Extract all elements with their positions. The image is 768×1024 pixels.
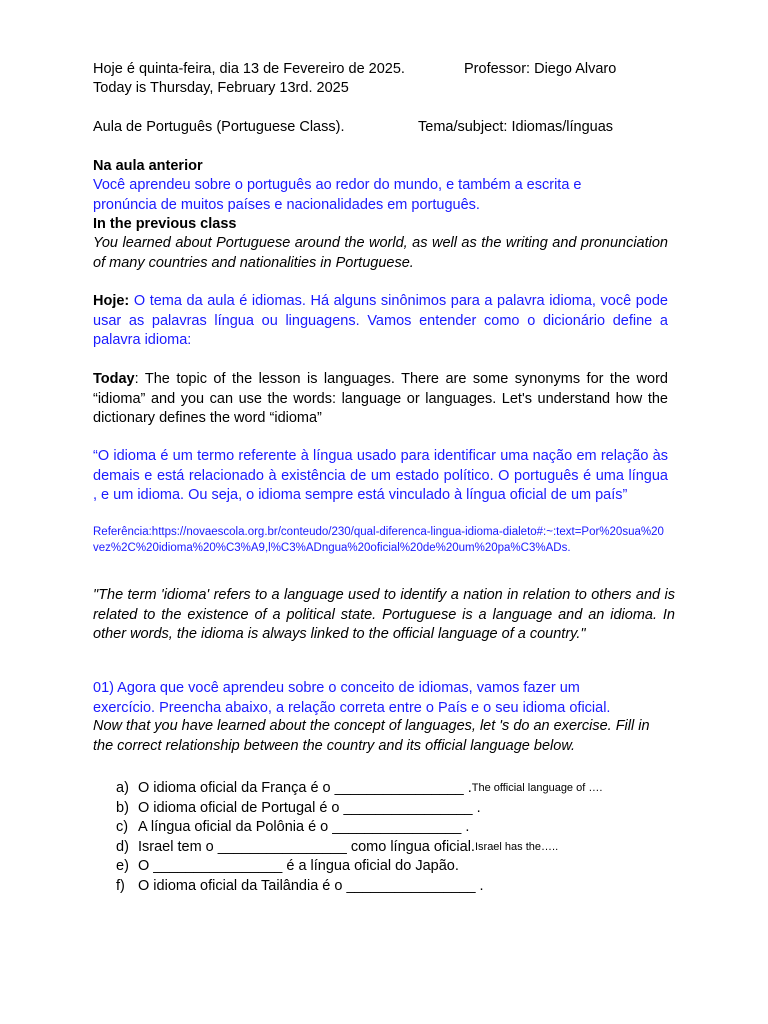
today-pt-label: Hoje: <box>93 293 130 309</box>
item-text: Israel tem o ________________ como língua oficial. <box>138 838 475 855</box>
today-pt-text: O tema da aula é idiomas. Há alguns sinônimos para a palavra idioma, você pode usar as palavras língua ou linguagens. Vamos entender como o dicionário define a palavra idioma: <box>93 293 668 348</box>
exercise-item <box>116 799 602 819</box>
class-name: Aula de Português (Portuguese Class). <box>93 119 345 135</box>
item-letter: b) <box>116 799 129 816</box>
item-letter: d) <box>116 838 129 855</box>
item-letter: c) <box>116 819 129 835</box>
item-letter: a) <box>116 780 129 796</box>
today-en-text: : The topic of the lesson is languages. There are some synonyms for the word “idioma” and you can use the words: language or languages. Let's understand how the dictionary defines the word “idioma” <box>93 371 668 426</box>
definition-quote: “O idioma é um termo referente à língua usado para identificar uma nação em relação às demais e está relacionado à existência de um estado político. O português é uma língua , e um idioma. Ou seja, o idioma sempre está vinculado à língua oficial de um país” <box>93 448 668 503</box>
item-hint: The official language of …. <box>471 782 603 794</box>
definition-quote-en: "The term 'idioma' refers to a language used to identify a nation in relation to others and is related to the existence of a political state. Portuguese is a language and an idioma. In other words, the idioma is always linked to the official language of a country." <box>93 587 675 642</box>
item-text: O ________________ é a língua oficial do Japão. <box>138 858 459 874</box>
today-en-paragraph <box>93 370 668 429</box>
exercise-list <box>116 779 602 896</box>
previous-text-en: You learned about Portuguese around the world, as well as the writing and pronunciation of many countries and nationalities in Portuguese. <box>93 235 668 271</box>
previous-text-pt: Você aprendeu sobre o português ao redor do mundo, e também a escrita e pronúncia de muitos países e nacionalidades em português. <box>93 177 582 213</box>
header-row-2 <box>93 118 668 138</box>
professor-name: Professor: Diego Alvaro <box>464 61 617 77</box>
previous-heading-en: In the previous class <box>93 216 237 232</box>
today-en-label: Today <box>93 371 135 387</box>
item-text: O idioma oficial da França é o ________________ . <box>138 780 472 796</box>
exercise-item <box>116 818 602 838</box>
item-text: O idioma oficial de Portugal é o ________________ . <box>138 799 481 816</box>
previous-heading-pt: Na aula anterior <box>93 158 203 174</box>
exercise-item <box>116 779 602 799</box>
exercise-item <box>116 857 602 877</box>
item-letter: f) <box>116 877 125 894</box>
exercise-instruction-pt: 01) Agora que você aprendeu sobre o conceito de idiomas, vamos fazer um exercício. Preencha abaixo, a relação correta entre o País e o seu idioma oficial. <box>93 680 611 716</box>
exercise-instruction-en: Now that you have learned about the concept of languages, let 's do an exercise. Fill in the correct relationship between the country and its official language below. <box>93 718 650 754</box>
item-text: O idioma oficial da Tailândia é o ________________ . <box>138 877 484 894</box>
reference-link[interactable]: Referência:https://novaescola.org.br/conteudo/230/qual-diferenca-lingua-idioma-dialeto#:~:text=Por%20sua%20vez%2C%20idioma%20%C3%A9,l%C3%ADngua%20oficial%20de%20um%20pa%C3%ADs. <box>93 526 664 554</box>
item-hint: Israel has the….. <box>474 840 559 853</box>
item-text: A língua oficial da Polônia é o ________________ . <box>138 819 470 835</box>
date-en: Today is Thursday, February 13rd. 2025 <box>93 80 349 96</box>
date-pt: Hoje é quinta-feira, dia 13 de Fevereiro de 2025. <box>93 61 405 77</box>
today-pt-paragraph <box>93 292 668 351</box>
header-row-1 <box>93 60 668 80</box>
exercise-item <box>116 838 602 858</box>
subject: Tema/subject: Idiomas/línguas <box>418 119 614 135</box>
exercise-item <box>116 877 602 897</box>
item-letter: e) <box>116 858 129 874</box>
